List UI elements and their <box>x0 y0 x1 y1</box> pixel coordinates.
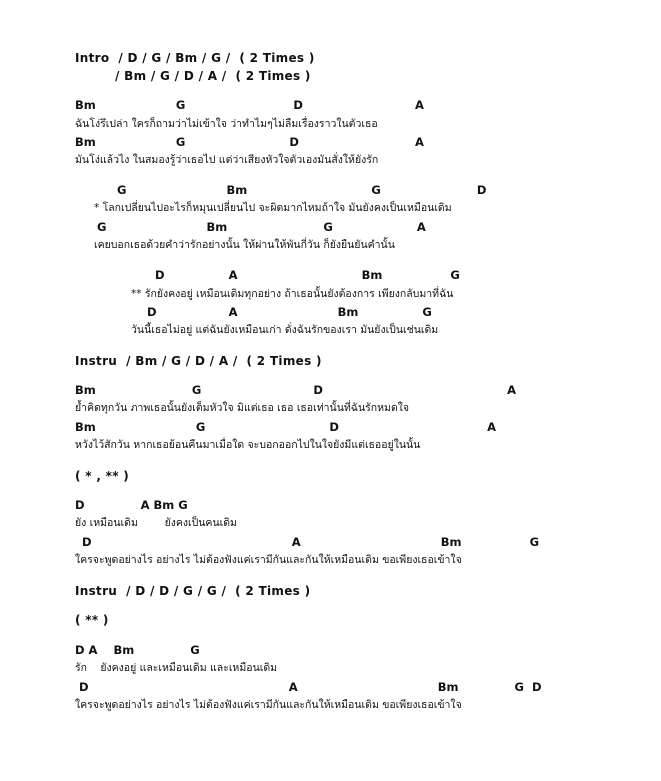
repeat-marker-1: ( * , ** ) <box>75 469 130 483</box>
bridge-lyric-1: ยัง เหมือนเดิม ยังคงเป็นคนเดิม <box>75 517 237 529</box>
verse2-chords-2: Bm G D A <box>75 420 496 434</box>
verse1-lyric-2: มันโง่แล้วไง ในสมองรู้ว่าเธอไป แต่ว่าเสียงหัวใจตัวเองมันสั่งให้ยังรัก <box>75 154 379 166</box>
pre-chorus-lyric-2: เคยบอกเธอด้วยคำว่ารักอย่างนั้น ให้ผ่านให้พันกี่วัน ก็ยังยืนยันคำนั้น <box>94 239 395 251</box>
chorus-chords-2: D A Bm G <box>147 305 432 319</box>
chorus-lyric-1: ** รักยังคงอยู่ เหมือนเดิมทุกอย่าง ถ้าเธอนั้นยังต้องการ เพียงกลับมาที่ฉัน <box>131 288 454 300</box>
pre-chorus-lyric-1: * โลกเปลี่ยนไปอะไรก็หมุนเปลี่ยนไป จะผิดมากไหมถ้าใจ มันยังคงเป็นเหมือนเดิม <box>94 202 452 214</box>
verse2-chords-1: Bm G D A <box>75 383 516 397</box>
pre-chorus-chords-2: G Bm G A <box>97 220 426 234</box>
outro-lyric-1: รัก ยังคงอยู่ และเหมือนเดิม และเหมือนเดิม <box>75 662 278 674</box>
outro-lyric-2: ใครจะพูดอย่างไร อย่างไร ไม่ต้องฟังแค่เรามีกันและกันให้เหมือนเดิม ขอเพียงเธอเข้าใจ <box>75 699 462 711</box>
chorus-chords-1: D A Bm G <box>155 268 460 282</box>
bridge-chords-2: D A Bm G <box>82 535 540 549</box>
bridge-lyric-2: ใครจะพูดอย่างไร อย่างไร ไม่ต้องฟังแค่เรามีกันและกันให้เหมือนเดิม ขอเพียงเธอเข้าใจ <box>75 554 462 566</box>
chorus-lyric-2: วันนี้เธอไม่อยู่ แต่ฉันยังเหมือนเก่า ดั่งฉันรักของเรา มันยังเป็นเช่นเดิม <box>131 324 439 336</box>
repeat-marker-2: ( ** ) <box>75 613 109 627</box>
outro-chords-1: D A Bm G <box>75 643 200 657</box>
verse2-lyric-2: หวังไว้สักวัน หากเธอย้อนคืนมาเมื่อใด จะบอกออกไปในใจยังมีแต่เธออยู่ในนั้น <box>75 439 421 451</box>
outro-chords-2: D A Bm G D <box>79 680 542 694</box>
verse1-chords-1: Bm G D A <box>75 98 424 112</box>
bridge-chords-1: D A Bm G <box>75 498 188 512</box>
instru-line-1: Instru / Bm / G / D / A / ( 2 Times ) <box>75 354 322 368</box>
verse1-chords-2: Bm G D A <box>75 135 424 149</box>
intro-line-2: / Bm / G / D / A / ( 2 Times ) <box>115 69 311 83</box>
pre-chorus-chords-1: G Bm G D <box>117 183 487 197</box>
verse1-lyric-1: ฉันโง่รึเปล่า ใครก็ถามว่าไม่เข้าใจ ว่าทำไมๆไม่ลืมเรื่องราวในตัวเธอ <box>75 118 378 130</box>
instru-line-2: Instru / D / D / G / G / ( 2 Times ) <box>75 584 311 598</box>
verse2-lyric-1: ย้ำคิดทุกวัน ภาพเธอนั้นยังเต็มหัวใจ มิแต่เธอ เธอ เธอเท่านั้นที่ฉันรักหมดใจ <box>75 402 410 414</box>
intro-line-1: Intro / D / G / Bm / G / ( 2 Times ) <box>75 51 315 65</box>
